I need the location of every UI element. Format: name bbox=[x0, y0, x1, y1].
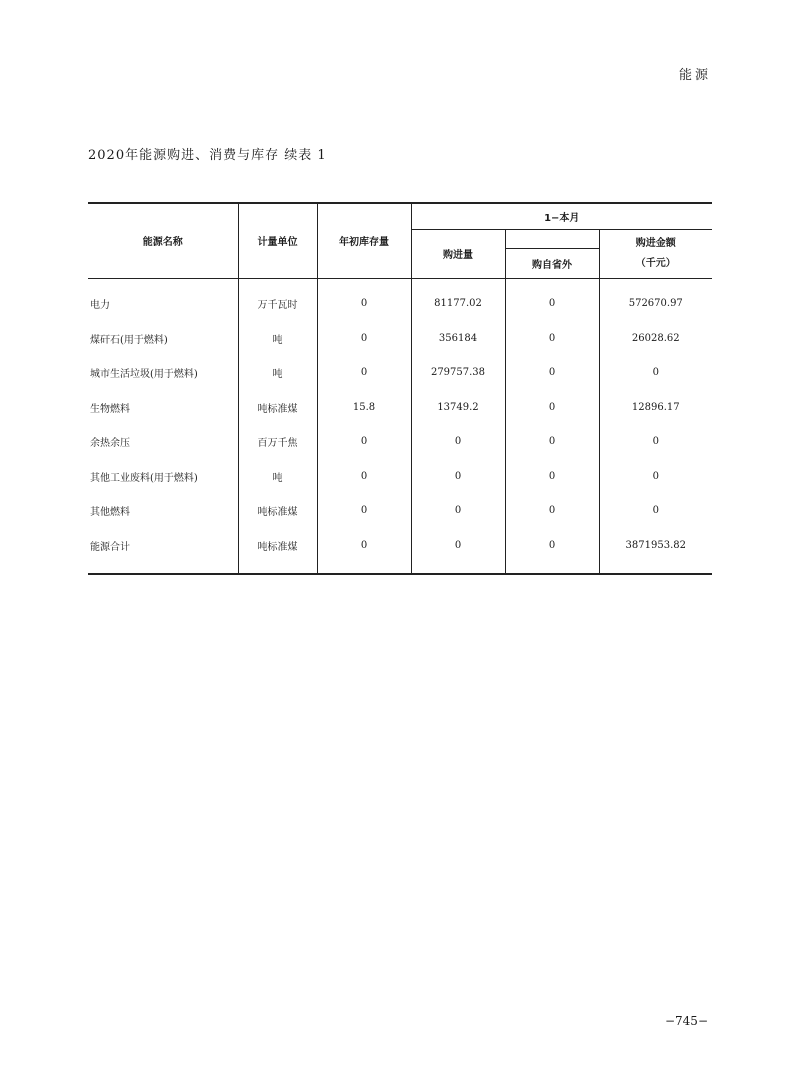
cell-amount: 0 bbox=[599, 494, 712, 529]
cell-unit: 吨 bbox=[238, 356, 317, 391]
cell-name: 城市生活垃圾(用于燃料) bbox=[88, 356, 238, 391]
cell-unit: 百万千焦 bbox=[238, 425, 317, 460]
col-header-blank bbox=[505, 229, 599, 248]
table-row bbox=[88, 356, 712, 391]
cell-amount: 0 bbox=[599, 356, 712, 391]
cell-unit: 吨标准煤 bbox=[238, 528, 317, 574]
cell-purchase: 356184 bbox=[411, 321, 505, 356]
cell-purchase: 81177.02 bbox=[411, 278, 505, 321]
cell-stock: 0 bbox=[317, 425, 411, 460]
col-header-amount-line1: 购进金额 bbox=[635, 237, 676, 249]
cell-outside: 0 bbox=[505, 494, 599, 529]
cell-purchase: 0 bbox=[411, 494, 505, 529]
table-row bbox=[88, 425, 712, 460]
cell-amount: 12896.17 bbox=[599, 390, 712, 425]
cell-outside: 0 bbox=[505, 278, 599, 321]
section-title: 能源 bbox=[678, 68, 711, 83]
cell-name: 生物燃料 bbox=[88, 390, 238, 425]
cell-name: 其他燃料 bbox=[88, 494, 238, 529]
col-header-name: 能源名称 bbox=[88, 203, 238, 278]
cell-unit: 吨标准煤 bbox=[238, 390, 317, 425]
cell-stock: 0 bbox=[317, 528, 411, 574]
cell-outside: 0 bbox=[505, 390, 599, 425]
cell-purchase: 0 bbox=[411, 459, 505, 494]
cell-amount: 3871953.82 bbox=[599, 528, 712, 574]
table-caption: 2020年能源购进、消费与库存 续表 1 bbox=[88, 148, 327, 163]
cell-purchase: 279757.38 bbox=[411, 356, 505, 391]
col-header-period: 1−本月 bbox=[411, 203, 712, 229]
table-row bbox=[88, 278, 712, 321]
cell-outside: 0 bbox=[505, 356, 599, 391]
cell-amount: 0 bbox=[599, 425, 712, 460]
cell-purchase: 13749.2 bbox=[411, 390, 505, 425]
col-header-unit: 计量单位 bbox=[238, 203, 317, 278]
col-header-amount-line2: （千元） bbox=[635, 257, 676, 269]
cell-stock: 0 bbox=[317, 356, 411, 391]
cell-name: 其他工业废料(用于燃料) bbox=[88, 459, 238, 494]
cell-unit: 吨 bbox=[238, 321, 317, 356]
cell-purchase: 0 bbox=[411, 425, 505, 460]
page-number: −745− bbox=[664, 1014, 708, 1028]
col-header-stock: 年初库存量 bbox=[317, 203, 411, 278]
cell-outside: 0 bbox=[505, 459, 599, 494]
cell-name: 煤矸石(用于燃料) bbox=[88, 321, 238, 356]
cell-purchase: 0 bbox=[411, 528, 505, 574]
table-row bbox=[88, 459, 712, 494]
col-header-outside: 购自省外 bbox=[505, 248, 599, 278]
col-header-purchase: 购进量 bbox=[411, 229, 505, 278]
cell-name: 电力 bbox=[88, 278, 238, 321]
cell-name: 余热余压 bbox=[88, 425, 238, 460]
cell-stock: 0 bbox=[317, 494, 411, 529]
cell-amount: 26028.62 bbox=[599, 321, 712, 356]
cell-stock: 0 bbox=[317, 321, 411, 356]
table-row bbox=[88, 390, 712, 425]
cell-unit: 吨 bbox=[238, 459, 317, 494]
cell-name: 能源合计 bbox=[88, 528, 238, 574]
cell-unit: 万千瓦时 bbox=[238, 278, 317, 321]
table-row bbox=[88, 494, 712, 529]
cell-amount: 0 bbox=[599, 459, 712, 494]
cell-outside: 0 bbox=[505, 528, 599, 574]
cell-outside: 0 bbox=[505, 425, 599, 460]
table-row bbox=[88, 528, 712, 574]
cell-unit: 吨标准煤 bbox=[238, 494, 317, 529]
cell-stock: 0 bbox=[317, 278, 411, 321]
cell-stock: 15.8 bbox=[317, 390, 411, 425]
cell-stock: 0 bbox=[317, 459, 411, 494]
table-row bbox=[88, 321, 712, 356]
cell-outside: 0 bbox=[505, 321, 599, 356]
energy-table bbox=[88, 202, 712, 575]
col-header-amount bbox=[599, 229, 712, 278]
cell-amount: 572670.97 bbox=[599, 278, 712, 321]
